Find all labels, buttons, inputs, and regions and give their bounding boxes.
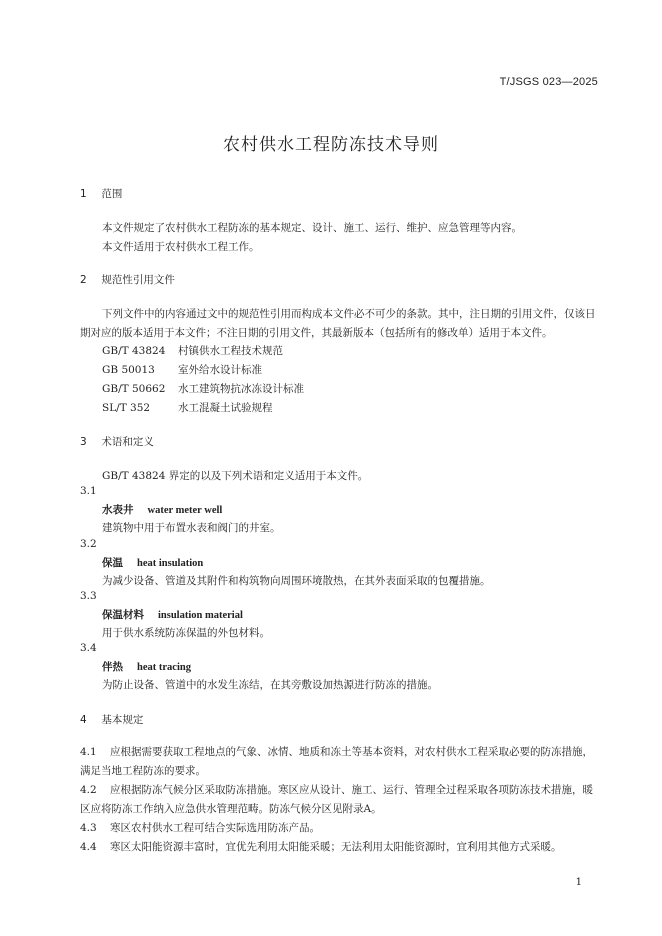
reference-item [102, 400, 273, 415]
section-1-paragraph-1: 本文件规定了农村供水工程防冻的基本规定、设计、施工、运行、维护、应急管理等内容。 [102, 222, 522, 234]
section-1-heading [80, 186, 122, 201]
section-number: 4 [80, 714, 87, 726]
term-zh: 伴热 [102, 661, 123, 673]
reference-name: 室外给水设计标准 [178, 364, 262, 376]
clause [80, 781, 602, 819]
term-definition: 建筑物中用于布置水表和阀门的井室。 [102, 522, 281, 534]
term-zh: 水表井 [102, 504, 134, 516]
term-definition: 用于供水系统防冻保温的外包材料。 [102, 627, 270, 639]
section-3-heading [80, 434, 154, 449]
term-definition: 为减少设备、管道及其附件和构筑物向周围环境散热，在其外表面采取的包覆措施。 [102, 575, 491, 587]
reference-item [102, 343, 283, 358]
document-title: 农村供水工程防冻技术导则 [223, 135, 439, 155]
clause-text: 寒区农村供水工程可结合实际选用防冻产品。 [110, 822, 320, 834]
clause [80, 838, 602, 857]
term-zh: 保温材料 [102, 609, 144, 621]
clause-text: 应根据需要获取工程地点的气象、冰情、地质和冻土等基本资料，对农村供水工程采取必要的防冻措施，满足当地工程防冻的要求。 [80, 746, 593, 777]
reference-item [102, 381, 304, 396]
term-number: 3.1 [80, 485, 97, 497]
section-number: 1 [80, 188, 87, 200]
term-en: heat insulation [137, 558, 204, 569]
term-en: heat tracing [137, 662, 191, 673]
clause [80, 819, 602, 838]
section-2-paragraph-1: 下列文件中的内容通过文中的规范性引用而构成本文件必不可少的条款。其中，注日期的引用文件，仅该日期对应的版本适用于本文件；不注日期的引用文件，其最新版本（包括所有的修改单）适用于本文件。 [80, 308, 596, 339]
term-definition: 为防止设备、管道中的水发生冻结，在其旁敷设加热源进行防冻的措施。 [102, 679, 438, 691]
section-number: 3 [80, 436, 87, 448]
reference-code: SL/T 352 [102, 402, 151, 414]
section-1-paragraph-2: 本文件适用于农村供水工程工作。 [102, 241, 260, 253]
term-heading [102, 607, 243, 622]
term-en: water meter well [147, 505, 223, 516]
section-title: 范围 [101, 188, 123, 200]
reference-code: GB/T 50662 [102, 383, 166, 395]
clause-number: 4.1 [80, 746, 97, 758]
clause-number: 4.4 [80, 841, 97, 853]
standard-code: T/JSGS 023—2025 [499, 76, 598, 88]
clause-text: 应根据防冻气候分区采取防冻措施。寒区应从设计、施工、运行、管理全过程采取各项防冻技术措施，暖区应将防冻工作纳入应急供水管理范畴。防冻气候分区见附录A。 [80, 784, 593, 815]
section-number: 2 [80, 274, 87, 286]
term-number: 3.2 [80, 538, 97, 550]
term-number: 3.4 [80, 642, 97, 654]
page-number: 1 [575, 877, 582, 888]
section-title: 基本规定 [101, 714, 144, 726]
section-4-heading [80, 712, 143, 727]
clause-number: 4.2 [80, 784, 97, 796]
term-heading [102, 502, 222, 517]
clause [80, 743, 602, 781]
section-title: 术语和定义 [101, 436, 154, 448]
section-title: 规范性引用文件 [101, 274, 175, 286]
term-number: 3.3 [80, 590, 97, 602]
section-2-heading [80, 272, 175, 287]
reference-code: GB/T 43824 [102, 345, 166, 357]
term-zh: 保温 [102, 557, 123, 569]
term-en: insulation material [158, 610, 243, 621]
clause-text: 寒区太阳能资源丰富时，宜优先利用太阳能采暖；无法利用太阳能资源时，宜利用其他方式采暖。 [110, 841, 562, 853]
reference-name: 水工建筑物抗冰冻设计标准 [178, 383, 304, 395]
reference-name: 村镇供水工程技术规范 [178, 345, 283, 357]
section-3-paragraph-1: GB/T 43824 界定的以及下列术语和定义适用于本文件。 [102, 470, 369, 482]
reference-code: GB 50013 [102, 364, 155, 376]
reference-item [102, 362, 262, 377]
term-heading [102, 555, 203, 570]
reference-name: 水工混凝土试验规程 [178, 402, 273, 414]
clause-number: 4.3 [80, 822, 97, 834]
term-heading [102, 659, 191, 674]
